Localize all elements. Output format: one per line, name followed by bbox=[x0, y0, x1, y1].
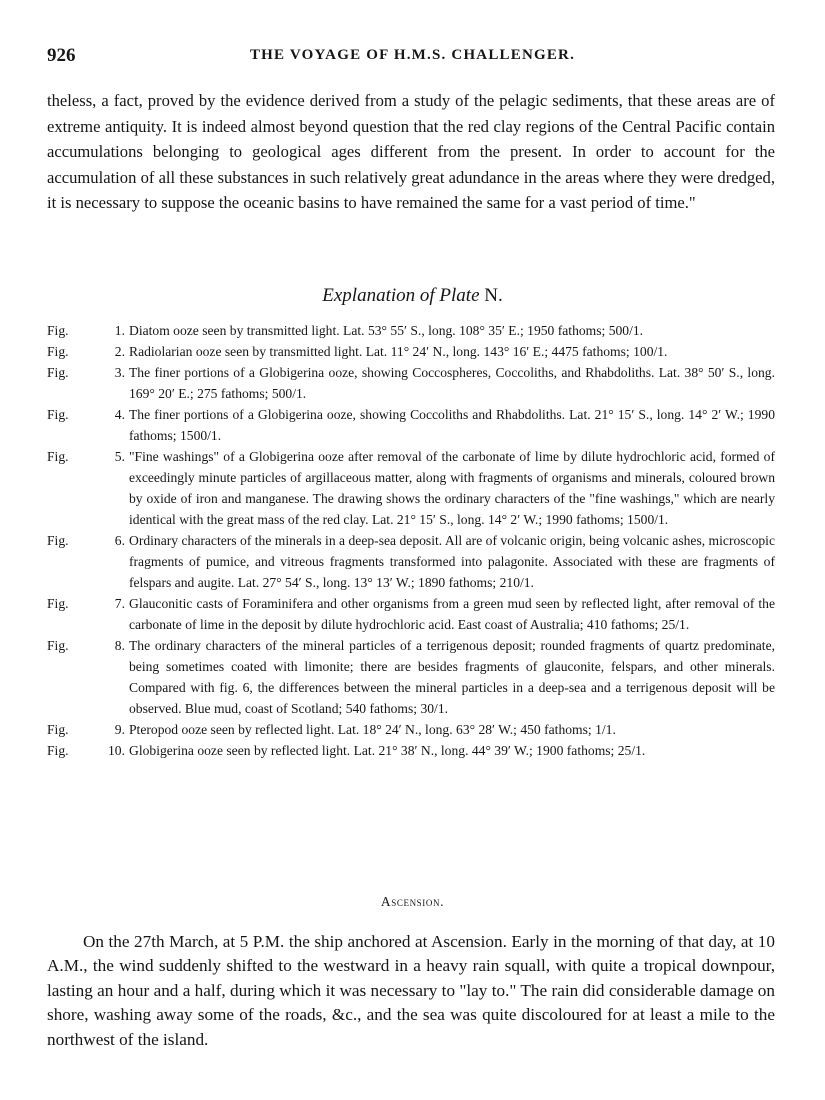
figure-entry bbox=[47, 404, 775, 446]
figure-entry bbox=[47, 740, 775, 761]
figure-entry bbox=[47, 446, 775, 530]
figure-number: 1. bbox=[114, 323, 125, 338]
figure-number: 9. bbox=[114, 722, 125, 737]
figure-list bbox=[47, 320, 775, 761]
page-header bbox=[47, 45, 778, 71]
figure-label: Fig. bbox=[47, 533, 69, 548]
intro-paragraph: theless, a fact, proved by the evidence derived from a study of the pelagic sediments, that these areas are of extreme antiquity. It is indeed almost beyond question that the red clay regions of the Central Pacific contain accumulations belonging to geological ages different from the present. In order to account for the accumulation of all these substances in such relatively great adundance in the areas where they were dredged, it is necessary to suppose the oceanic basins to have remained the same for a vast period of time." bbox=[47, 91, 775, 213]
running-title: THE VOYAGE OF H.M.S. CHALLENGER. bbox=[249, 47, 576, 63]
figure-entry bbox=[47, 362, 775, 404]
figure-caption: Globigerina ooze seen by reflected light. Lat. 21° 38′ N., long. 44° 39′ W.; 1900 fathoms; 25/1. bbox=[129, 743, 646, 758]
plate-letter: N. bbox=[484, 285, 503, 306]
page-number: 926 bbox=[47, 45, 76, 66]
figure-label: Fig. bbox=[47, 407, 69, 422]
figure-number: 5. bbox=[114, 449, 125, 464]
figure-caption: Glauconitic casts of Foraminifera and other organisms from a green mud seen by reflected light, after removal of the carbonate of lime in the deposit by dilute hydrochloric acid. East coast of Australia; 410 fathoms; 25/1. bbox=[129, 596, 775, 632]
figure-entry bbox=[47, 530, 775, 593]
figure-number: 8. bbox=[114, 638, 125, 653]
figure-label: Fig. bbox=[47, 449, 69, 464]
figure-entry bbox=[47, 719, 775, 740]
figure-number: 4. bbox=[114, 407, 125, 422]
figure-caption: The finer portions of a Globigerina ooze, showing Coccoliths and Rhabdoliths. Lat. 21° 15′ S., long. 14° 2′ W.; 1990 fathoms; 1500/1. bbox=[129, 407, 775, 443]
ascension-paragraph: On the 27th March, at 5 P.M. the ship anchored at Ascension. Early in the morning of that day, at 10 A.M., the wind suddenly shifted to the westward in a heavy rain squall, with quite a tropical downpour, lasting an hour and a half, during which it was necessary to "lay to." The rain did considerable damage on shore, washing away some of the roads, &c., and the sea was quite discoloured for at least a mile to the northwest of the island. bbox=[47, 932, 775, 1049]
figure-caption: Pteropod ooze seen by reflected light. Lat. 18° 24′ N., long. 63° 28′ W.; 450 fathoms; 1/1. bbox=[129, 722, 616, 737]
figure-caption: "Fine washings" of a Globigerina ooze after removal of the carbonate of lime by dilute hydrochloric acid, formed of exceedingly minute particles of argillaceous matter, along with fragments of organisms and minerals, coloured brown by oxide of iron and manganese. The drawing shows the ordinary characters of the "fine washings," which are nearly identical with the great mass of the red clay. Lat. 21° 15′ S., long. 14° 2′ W.; 1990 fathoms; 1500/1. bbox=[129, 449, 775, 527]
figure-entry bbox=[47, 320, 775, 341]
figure-caption: The finer portions of a Globigerina ooze, showing Coccospheres, Coccoliths, and Rhabdoliths. Lat. 38° 50′ S., long. 169° 20′ E.; 275 fathoms; 500/1. bbox=[129, 365, 775, 401]
figure-entry bbox=[47, 341, 775, 362]
figure-label: Fig. bbox=[47, 323, 69, 338]
section-heading: Ascension. bbox=[380, 894, 445, 909]
figure-entry bbox=[47, 593, 775, 635]
figure-number: 2. bbox=[114, 344, 125, 359]
figure-label: Fig. bbox=[47, 722, 69, 737]
figure-label: Fig. bbox=[47, 638, 69, 653]
figure-label: Fig. bbox=[47, 743, 69, 758]
figure-caption: Ordinary characters of the minerals in a deep-sea deposit. All are of volcanic origin, being volcanic ashes, microscopic fragments of pumice, and vitreous fragments transformed into palagonite. Associated with these are fragments of felspars and augite. Lat. 27° 54′ S., long. 13° 13′ W.; 1890 fathoms; 210/1. bbox=[129, 533, 775, 590]
figure-number: 10. bbox=[108, 743, 125, 758]
figure-entry bbox=[47, 635, 775, 719]
figure-label: Fig. bbox=[47, 365, 69, 380]
figure-label: Fig. bbox=[47, 596, 69, 611]
figure-caption: The ordinary characters of the mineral particles of a terrigenous deposit; rounded fragments of quartz predominate, being sometimes coated with limonite; there are besides fragments of glauconite, felspars, and other minerals. Compared with fig. 6, the differences between the mineral particles in a deep-sea and a terrigenous deposit will be observed. Blue mud, coast of Scotland; 540 fathoms; 30/1. bbox=[129, 638, 775, 716]
figure-number: 6. bbox=[114, 533, 125, 548]
figure-number: 7. bbox=[114, 596, 125, 611]
figure-number: 3. bbox=[114, 365, 125, 380]
figure-caption: Radiolarian ooze seen by transmitted light. Lat. 11° 24′ N., long. 143° 16′ E.; 4475 fathoms; 100/1. bbox=[129, 344, 668, 359]
figure-label: Fig. bbox=[47, 344, 69, 359]
plate-heading-prefix: Explanation of Plate bbox=[322, 285, 480, 306]
plate-heading bbox=[0, 285, 825, 307]
figure-caption: Diatom ooze seen by transmitted light. Lat. 53° 55′ S., long. 108° 35′ E.; 1950 fathoms; 500/1. bbox=[129, 323, 644, 338]
